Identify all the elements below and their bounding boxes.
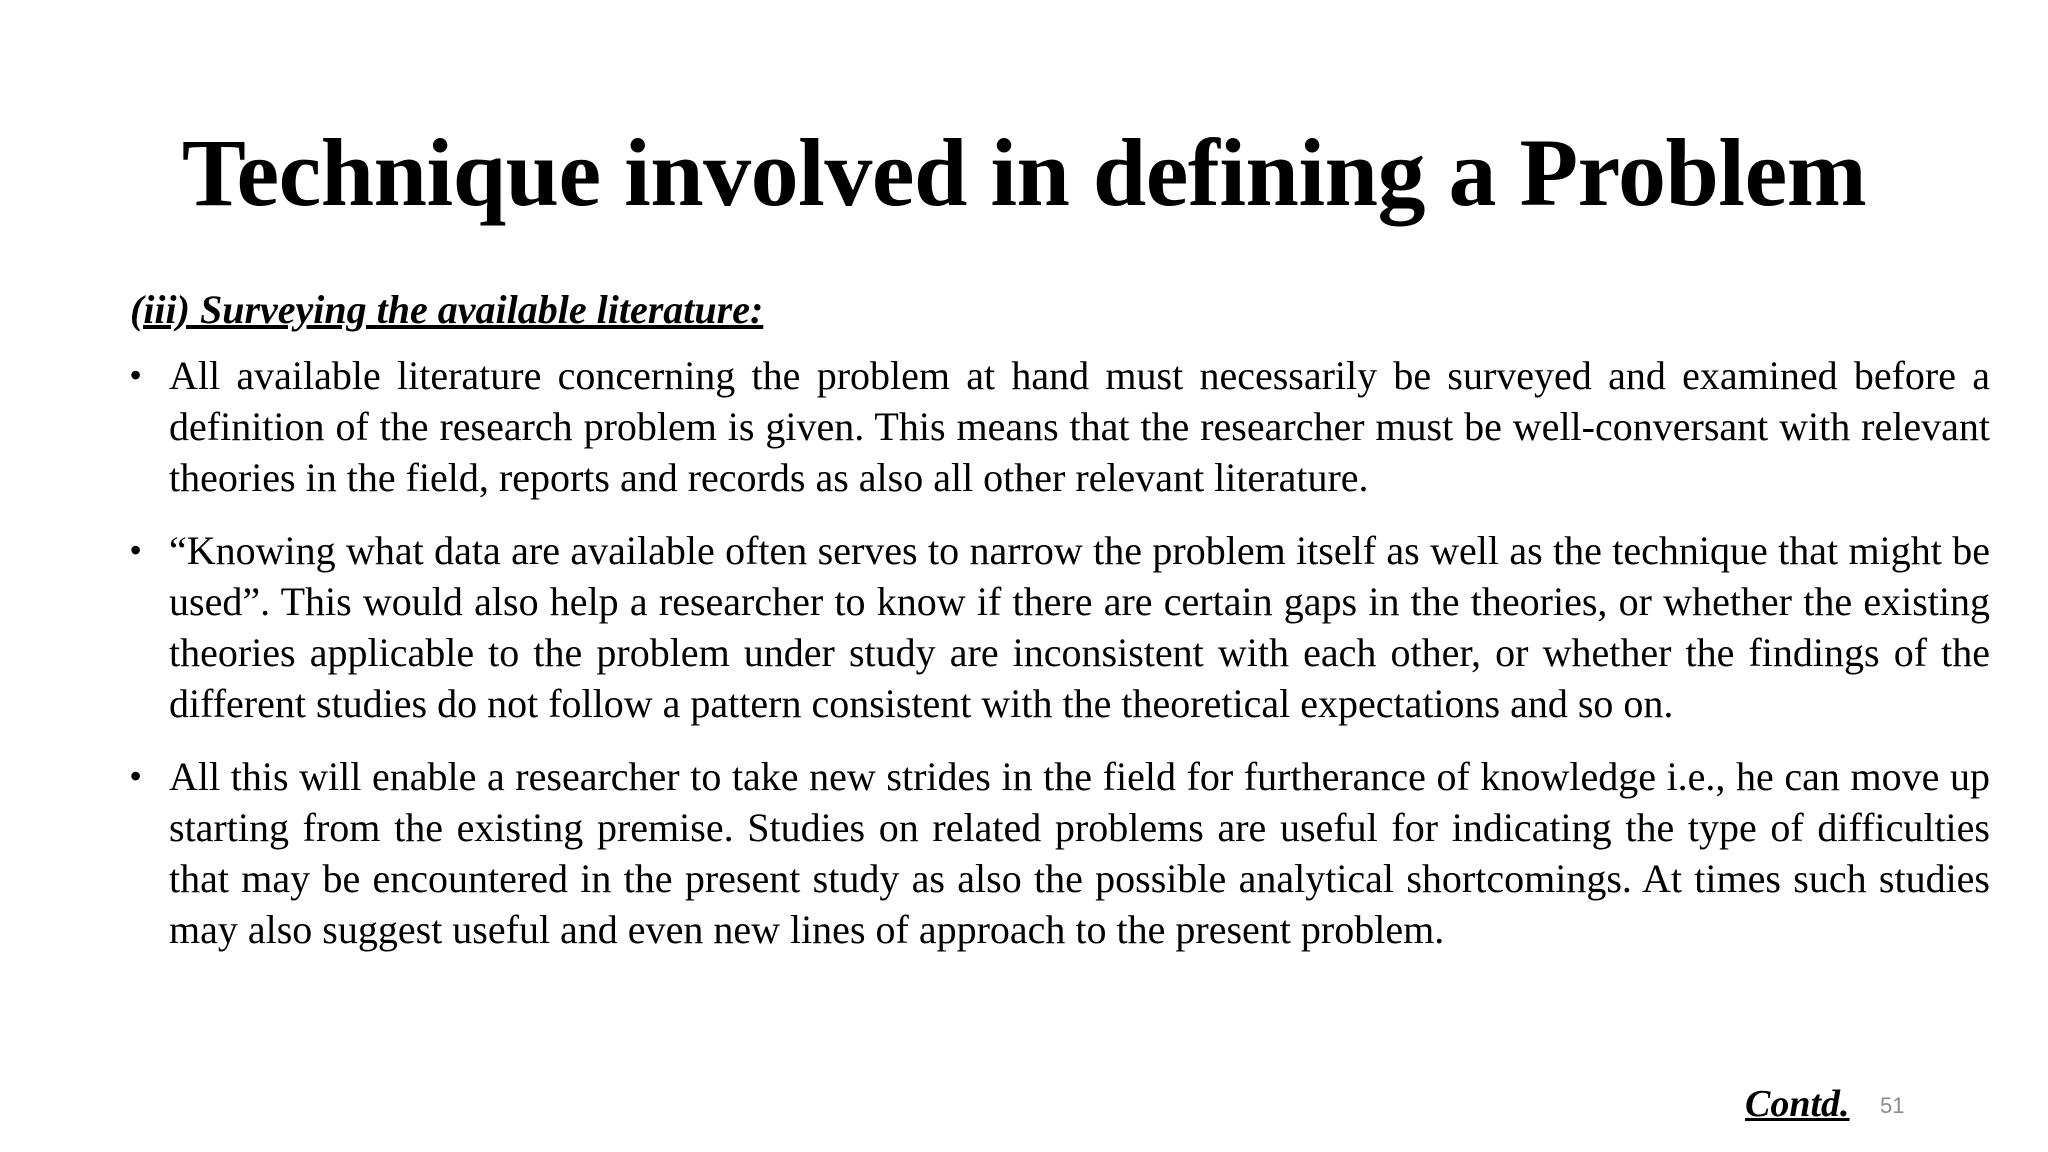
continued-label: Contd. <box>1745 1083 1850 1125</box>
slide-number: 51 <box>1880 1093 1905 1118</box>
bullet-dot-icon: • <box>130 758 142 794</box>
bullet-text: All this will enable a researcher to take new strides in the field for furtherance of knowledge i.e., he can move up starting from the existing premise. Studies on related problems are useful for indicating the type of difficulties that may be encountered in the present study as also the possible analytical shortcomings. At times such studies may also suggest useful and even new lines of approach to the present problem. <box>169 754 1990 952</box>
bullet-item <box>130 525 1990 729</box>
bullet-list <box>130 350 1990 977</box>
bullet-item <box>130 350 1990 503</box>
bullet-text: “Knowing what data are available often serves to narrow the problem itself as well as the technique that might be used”. This would also help a researcher to know if there are certain gaps in the theories, or whether the existing theories applicable to the problem under study are inconsistent with each other, or whether the findings of the different studies do not follow a pattern consistent with the theoretical expectations and so on. <box>169 528 1990 726</box>
bullet-item <box>130 751 1990 955</box>
section-heading: (iii) Surveying the available literature: <box>130 287 764 332</box>
bullet-text: All available literature concerning the problem at hand must necessarily be surveyed and examined before a definition of the research problem is given. This means that the researcher must be well-conversant with relevant theories in the field, reports and records as also all other relevant literature. <box>169 353 1990 500</box>
slide-title: Technique involved in defining a Problem <box>181 119 1867 226</box>
bullet-dot-icon: • <box>130 357 142 393</box>
bullet-dot-icon: • <box>130 532 142 568</box>
